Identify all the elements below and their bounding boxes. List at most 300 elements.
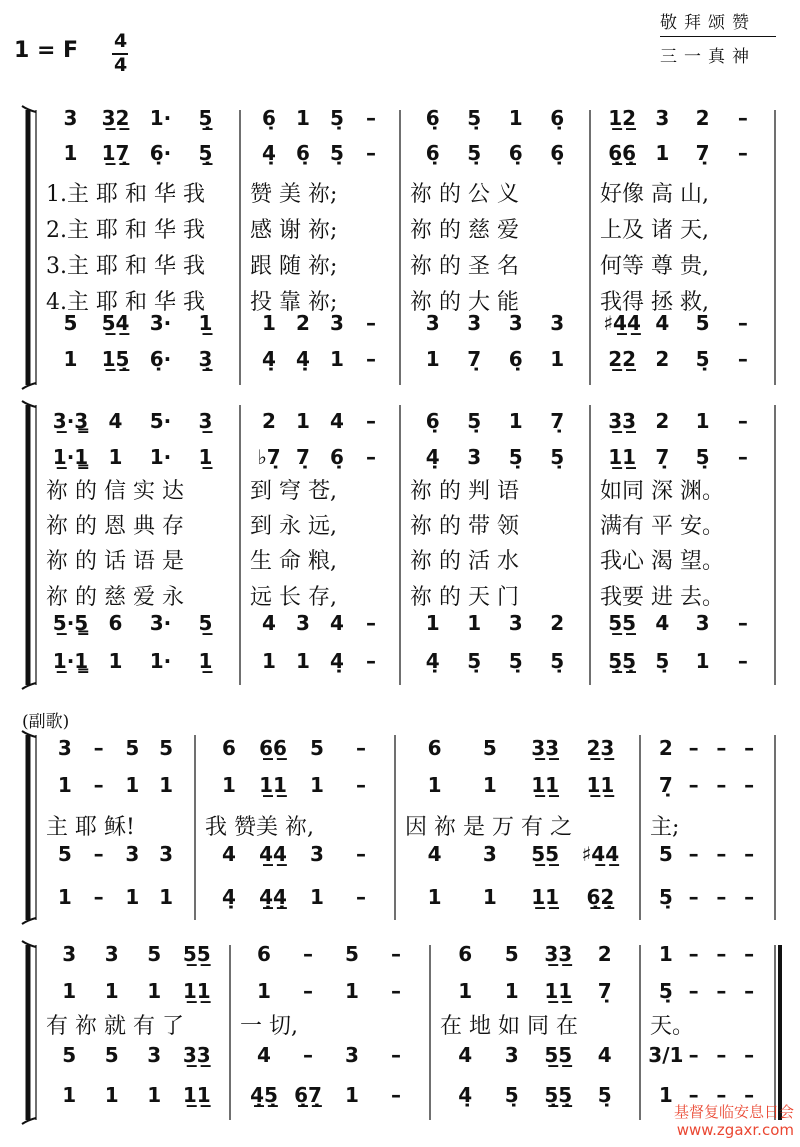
jianpu-note: 3 [467,311,482,335]
jianpu-note: 3 [330,311,344,335]
jianpu-note: 1 [296,649,310,673]
jianpu-note: 5̣ [467,106,482,130]
jianpu-note: 1 [504,979,519,1003]
lyric-segment: 4.主 耶 和 华 我 [46,290,205,315]
lyric-segment: 一 切, [240,1014,298,1039]
jianpu-note: 6̣ [425,409,440,433]
jianpu-note: 1· [149,445,172,469]
jianpu-note: 4 [427,842,442,866]
key-signature: 1 = F [14,38,79,63]
jianpu-note: 3 [655,106,670,130]
lyric-segment: 投 靠 祢; [250,290,338,315]
lyric-segment: 有 祢 就 有 了 [46,1014,184,1039]
jianpu-note: – [93,773,104,797]
jianpu-note: 7̣ [655,445,670,469]
jianpu-note: 4̲̣4̲̣ [259,885,287,909]
jianpu-note: 4 [655,311,670,335]
jianpu-note: 5̣ [467,409,482,433]
jianpu-note: 5 [62,1043,77,1067]
jianpu-note: – [688,1083,699,1107]
jianpu-note: 4 [655,611,670,635]
jianpu-note: 3̲·3̳ [52,409,89,433]
jianpu-note: 3̲3̲ [608,409,637,433]
jianpu-note: – [737,445,748,469]
jianpu-note: 1̲ [198,311,213,335]
jianpu-note: 5̣ [658,885,673,909]
jianpu-note: – [737,347,748,371]
jianpu-note: 3 [508,611,523,635]
jianpu-note: – [391,1043,401,1067]
lyric-segment: 祢 的 大 能 [410,290,519,315]
jianpu-note: 1 [427,885,442,909]
jianpu-note: 6 [458,942,473,966]
jianpu-note: 4̣ [296,347,310,371]
jianpu-note: 1 [125,773,140,797]
jianpu-note: – [366,347,376,371]
jianpu-note: 1̲1̲ [586,773,615,797]
jianpu-note: – [737,611,748,635]
jianpu-note: 1 [104,979,119,1003]
jianpu-note: 1̲1̲ [608,445,637,469]
jianpu-note: – [303,1043,313,1067]
jianpu-note: 5 [504,942,519,966]
jianpu-note: 3 [504,1043,519,1067]
jianpu-note: 1̲·1̳ [52,649,89,673]
jianpu-note: 4̣ [262,141,276,165]
jianpu-note: 1 [296,106,310,130]
jianpu-note: 1 [508,409,523,433]
jianpu-note: – [716,942,727,966]
jianpu-note: 5 [57,842,72,866]
jianpu-note: 1̲ [198,445,213,469]
jianpu-note: 5̲4̲ [101,311,130,335]
jianpu-note: 2 [296,311,310,335]
jianpu-note: 6 [222,736,236,760]
jianpu-note: 1 [655,141,670,165]
jianpu-note: – [737,141,748,165]
jianpu-note: 1 [108,649,123,673]
jianpu-note: – [366,445,376,469]
jianpu-note: 3̲2̲ [101,106,130,130]
jianpu-note: 1 [425,347,440,371]
lyric-segment: 因 祢 是 万 有 之 [405,815,572,840]
lyric-segment: 主 耶 稣! [46,815,135,840]
jianpu-note: – [366,311,376,335]
jianpu-note: 5̲̣5̲̣ [544,1083,573,1107]
lyric-segment: 我心 渴 望。 [600,549,724,574]
jianpu-note: 1 [125,885,140,909]
jianpu-note: 4 [597,1043,612,1067]
jianpu-note: 5̲5̲ [544,1043,573,1067]
jianpu-note: 1 [147,979,162,1003]
jianpu-note: 1̲1̲ [531,773,560,797]
jianpu-note: 5̣ [550,649,565,673]
jianpu-note: – [744,842,755,866]
jianpu-note: 5̣ [467,649,482,673]
lyric-segment: 祢 的 带 领 [410,514,519,539]
jianpu-note: 6̣ [330,445,344,469]
jianpu-note: 5̣ [695,347,710,371]
jianpu-note: 1 [296,409,310,433]
jianpu-note: 1̲ [198,649,213,673]
jianpu-note: 3̲ [198,409,213,433]
jianpu-note: – [716,842,727,866]
jianpu-note: 6 [108,611,123,635]
jianpu-note: 4̣ [425,445,440,469]
jianpu-note: 5̣ [330,106,344,130]
jianpu-note: 1 [310,773,324,797]
lyric-segment: 到 穹 苍, [250,479,337,504]
jianpu-note: 1 [222,773,236,797]
jianpu-note: 5 [310,736,324,760]
lyric-segment: 祢 的 慈 爱 永 [46,585,184,610]
jianpu-note: 6̲̣2̲̣ [586,885,615,909]
jianpu-note: 3· [149,611,172,635]
jianpu-note: 3 [296,611,310,635]
jianpu-note: 1̲5̲̣ [101,347,130,371]
jianpu-note: 3 [159,842,174,866]
jianpu-note: – [356,773,366,797]
jianpu-note: – [688,885,699,909]
jianpu-note: 5̣ [550,445,565,469]
jianpu-note: 6̣· [149,347,172,371]
lyric-segment: 如同 深 渊。 [600,479,724,504]
jianpu-note: 1 [147,1083,162,1107]
lyric-segment: 生 命 粮, [250,549,337,574]
jianpu-note: 1 [159,773,174,797]
jianpu-note: – [303,942,313,966]
jianpu-note: 4̣ [262,347,276,371]
jianpu-note: 1̲7̲̣ [101,141,130,165]
jianpu-note: 4 [458,1043,473,1067]
jianpu-note: 5̲5̲ [182,942,211,966]
jianpu-note: – [716,1083,727,1107]
jianpu-note: – [716,1043,727,1067]
jianpu-note: 3 [508,311,523,335]
jianpu-note: 1 [482,773,497,797]
jianpu-note: 2 [262,409,276,433]
jianpu-note: 3 [425,311,440,335]
jianpu-note: – [744,1083,755,1107]
jianpu-note: – [744,736,755,760]
jianpu-note: 1 [345,1083,359,1107]
jianpu-note: 5̣ [330,141,344,165]
jianpu-note: 1̲2̲ [608,106,637,130]
jianpu-note: 3 [310,842,324,866]
jianpu-note: 5̣ [655,649,670,673]
lyric-segment: 上及 诸 天, [600,218,709,243]
jianpu-note: 5 [345,942,359,966]
jianpu-note: 1 [425,611,440,635]
jianpu-note: 5̲̣5̲̣ [608,649,637,673]
jianpu-note: – [391,979,401,1003]
lyric-segment: 天。 [650,1014,695,1039]
jianpu-note: ♭7̣ [257,445,281,469]
jianpu-note: ♯4̲4̲ [603,311,641,335]
jianpu-note: 1̲1̲ [544,979,573,1003]
jianpu-note: 1 [108,445,123,469]
jianpu-note: 3 [345,1043,359,1067]
jianpu-note: 1 [62,979,77,1003]
jianpu-note: 5 [147,942,162,966]
lyric-segment: 祢 的 天 门 [410,585,519,610]
jianpu-note: 7̣ [658,773,673,797]
time-signature-top: 4 [114,30,128,52]
jianpu-note: 6 [257,942,271,966]
watermark-url: www.zgaxr.com [676,1121,794,1139]
jianpu-note: 5̣ [658,979,673,1003]
jianpu-note: 1 [104,1083,119,1107]
jianpu-note: – [93,842,104,866]
jianpu-note: 1 [550,347,565,371]
jianpu-note: 1 [345,979,359,1003]
time-signature-bottom: 4 [114,54,128,76]
jianpu-note: – [737,409,748,433]
jianpu-note: 3· [149,311,172,335]
jianpu-note: – [366,611,376,635]
jianpu-note: 6̣ [262,106,276,130]
jianpu-note: 1 [427,773,442,797]
jianpu-note: – [744,885,755,909]
jianpu-note: 4̣ [458,1083,473,1107]
jianpu-note: 3̲̣ [198,347,213,371]
lyric-segment: 祢 的 恩 典 存 [46,514,184,539]
jianpu-note: 1 [310,885,324,909]
jianpu-note: 6̲̣6̲̣ [608,141,637,165]
lyric-segment: 何等 尊 贵, [600,254,709,279]
jianpu-note: 3 [695,611,710,635]
jianpu-note: 5̲5̲ [531,842,560,866]
jianpu-note: – [356,885,366,909]
jianpu-note: – [716,979,727,1003]
lyric-segment: 感 谢 祢; [250,218,338,243]
jianpu-note: – [356,736,366,760]
jianpu-note: 2̲2̲ [608,347,637,371]
jianpu-note: – [716,885,727,909]
jianpu-note: 4̲4̲ [259,842,287,866]
jianpu-note: 2 [695,106,710,130]
jianpu-note: 3 [550,311,565,335]
jianpu-note: 5 [125,736,140,760]
jianpu-note: – [356,842,366,866]
jianpu-note: 7̣ [550,409,565,433]
jianpu-note: 5̲·5̳ [52,611,89,635]
jianpu-note: 1 [695,649,710,673]
jianpu-note: 1 [482,885,497,909]
lyric-segment: 2.主 耶 和 华 我 [46,218,205,243]
jianpu-note: – [716,736,727,760]
jianpu-note: 1 [658,1083,673,1107]
jianpu-note: – [366,106,376,130]
jianpu-note: – [93,736,104,760]
jianpu-note: 1 [62,1083,77,1107]
chorus-label: (副歌) [22,712,70,732]
jianpu-note: 5 [658,842,673,866]
jianpu-note: 1 [257,979,271,1003]
jianpu-note: 1 [57,885,72,909]
jianpu-note: – [688,736,699,760]
jianpu-note: 3 [147,1043,162,1067]
jianpu-note: 6̣ [296,141,310,165]
lyric-segment: 祢 的 活 水 [410,549,519,574]
jianpu-note: 4 [330,611,344,635]
jianpu-note: 1̲1̲ [259,773,287,797]
jianpu-note: 1̲1̲ [531,885,560,909]
jianpu-note: 3 [57,736,72,760]
jianpu-note: – [716,773,727,797]
jianpu-note: 5 [695,311,710,335]
jianpu-note: 3̲3̲ [544,942,573,966]
jianpu-note: 5̲5̲ [608,611,637,635]
jianpu-note: – [366,649,376,673]
jianpu-note: 4̣ [222,885,236,909]
jianpu-note: 2 [550,611,565,635]
lyric-segment: 主; [650,815,680,840]
lyric-segment: 祢 的 判 语 [410,479,519,504]
jianpu-note: 3̲3̲ [182,1043,211,1067]
jianpu-note: 7̣ [597,979,612,1003]
jianpu-note: 3 [63,106,78,130]
jianpu-note: 6̣ [425,141,440,165]
jianpu-note: 4̣ [425,649,440,673]
jianpu-note: – [688,1043,699,1067]
jianpu-note: – [366,141,376,165]
lyric-segment: 到 永 远, [250,514,337,539]
jianpu-note: 2 [655,409,670,433]
lyric-segment: 祢 的 慈 爱 [410,218,519,243]
jianpu-note: 5̲ [198,611,213,635]
jianpu-note: 1 [63,347,78,371]
jianpu-note: 7̣ [695,141,710,165]
lyric-segment: 祢 的 公 义 [410,182,519,207]
jianpu-note: – [737,106,748,130]
jianpu-note: 1 [330,347,344,371]
jianpu-note: 5̲̣ [198,106,213,130]
lyric-segment: 我 赞美 祢, [205,815,314,840]
jianpu-note: – [744,942,755,966]
jianpu-note: 5̣ [695,445,710,469]
lyric-segment: 在 地 如 同 在 [440,1014,578,1039]
jianpu-note: 1 [159,885,174,909]
jianpu-note: – [744,1043,755,1067]
jianpu-note: 1· [149,649,172,673]
jianpu-note: 5 [159,736,174,760]
jianpu-note: – [688,979,699,1003]
jianpu-note: – [391,1083,401,1107]
jianpu-note: – [688,773,699,797]
jianpu-note: – [688,942,699,966]
jianpu-note: 2 [658,736,673,760]
jianpu-note: 5̣ [597,1083,612,1107]
jianpu-note: 1 [467,611,482,635]
jianpu-note: – [737,649,748,673]
jianpu-note: 2 [655,347,670,371]
jianpu-note: 5̲̣ [198,141,213,165]
lyric-segment: 祢 的 话 语 是 [46,549,184,574]
jianpu-note: – [737,311,748,335]
jianpu-note: 1 [458,979,473,1003]
lyric-segment: 我要 进 去。 [600,585,724,610]
jianpu-note: 1· [149,106,172,130]
jianpu-note: 1 [57,773,72,797]
lyric-segment: 1.主 耶 和 华 我 [46,182,205,207]
jianpu-note: 2̲3̲ [586,736,615,760]
watermark [674,1103,794,1139]
jianpu-note: 1 [658,942,673,966]
jianpu-note: 1 [695,409,710,433]
jianpu-note: 1 [262,649,276,673]
jianpu-note: 3 [482,842,497,866]
jianpu-note: 3 [125,842,140,866]
lyric-segment: 祢 的 圣 名 [410,254,519,279]
song-title-line1: 敬拜颂赞 [660,13,756,33]
jianpu-note: 6̣ [550,106,565,130]
lyric-segment: 满有 平 安。 [600,514,724,539]
jianpu-note: – [688,842,699,866]
jianpu-note: 6 [427,736,442,760]
lyric-segment: 我得 拯 救, [600,290,709,315]
jianpu-note: 5̣ [508,445,523,469]
jianpu-note: 6̣ [425,106,440,130]
jianpu-note: 5 [482,736,497,760]
jianpu-note: 1̲·1̳ [52,445,89,469]
jianpu-note: 5 [104,1043,119,1067]
jianpu-note: 4 [262,611,276,635]
jianpu-note: 4 [108,409,123,433]
jianpu-note: 3̲3̲ [531,736,560,760]
jianpu-note: – [744,979,755,1003]
lyric-segment: 跟 随 祢; [250,254,338,279]
jianpu-note: 5 [63,311,78,335]
jianpu-note: 7̣ [467,347,482,371]
jianpu-note: 4̲̣5̲̣ [250,1083,278,1107]
jianpu-note: 1 [63,141,78,165]
jianpu-note: 4̣ [330,649,344,673]
jianpu-note: 1 [508,106,523,130]
jianpu-note: – [391,942,401,966]
jianpu-note: 1 [262,311,276,335]
jianpu-note: – [744,773,755,797]
jianpu-note: 1̲1̲ [182,979,211,1003]
jianpu-note: 3 [467,445,482,469]
jianpu-note: 3 [104,942,119,966]
jianpu-note: – [303,979,313,1003]
jianpu-note: 4 [222,842,236,866]
jianpu-note: 1̲1̲ [182,1083,211,1107]
jianpu-note: 5̣ [508,649,523,673]
jianpu-note: 6̣ [508,347,523,371]
jianpu-note: 6̣· [149,141,172,165]
lyric-segment: 祢 的 信 实 达 [46,479,184,504]
jianpu-note: 3/1 [648,1043,684,1067]
lyric-segment: 远 长 存, [250,585,337,610]
jianpu-note: 6̣ [508,141,523,165]
jianpu-note: – [366,409,376,433]
jianpu-note: 2 [597,942,612,966]
jianpu-note: 4 [330,409,344,433]
jianpu-note: 5· [149,409,172,433]
jianpu-note: 7̣ [296,445,310,469]
jianpu-note: 3 [62,942,77,966]
jianpu-note: 4 [257,1043,271,1067]
lyric-segment: 3.主 耶 和 华 我 [46,254,205,279]
lyric-segment: 好像 高 山, [600,182,709,207]
jianpu-note: – [93,885,104,909]
jianpu-note: 5̣ [504,1083,519,1107]
jianpu-note: ♯4̲4̲ [581,842,620,866]
lyric-segment: 赞 美 祢; [250,182,338,207]
jianpu-note: 5̣ [467,141,482,165]
